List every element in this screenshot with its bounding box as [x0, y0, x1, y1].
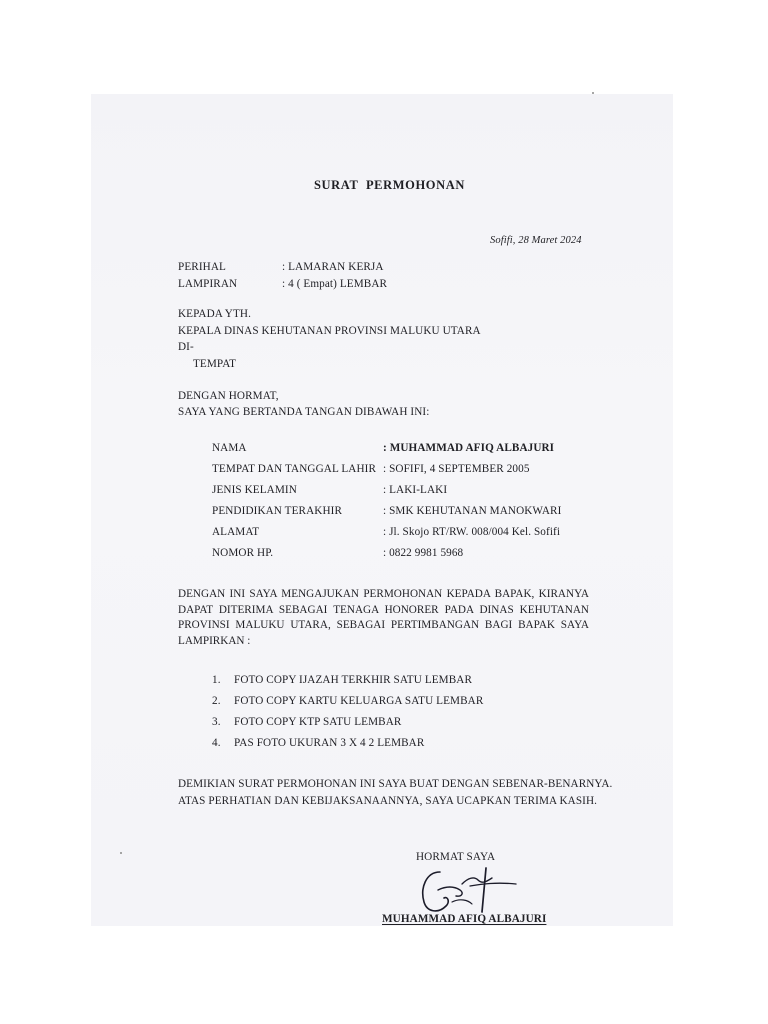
recipient-line-1: KEPADA YTH. — [178, 308, 251, 320]
identity-value: : 0822 9981 5968 — [383, 547, 464, 559]
subject-value: : LAMARAN KERJA — [282, 261, 384, 273]
closing-line-2: ATAS PERHATIAN DAN KEBIJAKSANAANNYA, SAYA UCAPKAN TERIMA KASIH. — [178, 795, 598, 807]
identity-label: NOMOR HP. — [212, 547, 274, 559]
recipient-line-2: KEPALA DINAS KEHUTANAN PROVINSI MALUKU UTARA — [178, 325, 481, 337]
identity-label: ALAMAT — [212, 526, 260, 538]
list-item-number: 1. — [212, 674, 221, 686]
greeting: DENGAN HORMAT, — [178, 390, 279, 402]
scan-speck — [592, 92, 594, 94]
letter-title: SURAT PERMOHONAN — [314, 178, 465, 192]
list-item: PAS FOTO UKURAN 3 X 4 2 LEMBAR — [234, 737, 425, 749]
identity-value: : SOFIFI, 4 SEPTEMBER 2005 — [383, 463, 530, 475]
identity-value: : LAKI-LAKI — [383, 484, 448, 496]
recipient-line-3: DI- — [178, 341, 194, 353]
signatory-name: MUHAMMAD AFIQ ALBAJURI — [382, 913, 547, 925]
list-item: FOTO COPY IJAZAH TERKHIR SATU LEMBAR — [234, 674, 473, 686]
identity-label: TEMPAT DAN TANGGAL LAHIR — [212, 463, 377, 475]
scan-speck — [120, 852, 122, 854]
identity-label: NAMA — [212, 442, 247, 454]
list-item-number: 2. — [212, 695, 221, 707]
subject-label: PERIHAL — [178, 261, 226, 273]
identity-value: : MUHAMMAD AFIQ ALBAJURI — [383, 442, 555, 454]
attachment-value: : 4 ( Empat) LEMBAR — [282, 278, 388, 290]
list-item-number: 3. — [212, 716, 221, 728]
identity-value: : Jl. Skojo RT/RW. 008/004 Kel. Sofifi — [383, 526, 561, 538]
body-paragraph: DENGAN INI SAYA MENGAJUKAN PERMOHONAN KEPADA BAPAK, KIRANYA DAPAT DITERIMA SEBAGAI TENAGA HONORER PADA DINAS KEHUTANAN PROVINSI MALUKU UTARA, SEBAGAI PERTIMBANGAN BAGI BAPAK SAYA LAMPIRKAN : — [178, 588, 589, 647]
identity-label: PENDIDIKAN TERAKHIR — [212, 505, 343, 517]
list-item: FOTO COPY KTP SATU LEMBAR — [234, 716, 402, 728]
place-date: Sofifi, 28 Maret 2024 — [490, 235, 582, 246]
list-item-number: 4. — [212, 737, 221, 749]
sign-off: HORMAT SAYA — [416, 851, 496, 863]
identity-value: : SMK KEHUTANAN MANOKWARI — [383, 505, 562, 517]
closing-line-1: DEMIKIAN SURAT PERMOHONAN INI SAYA BUAT DENGAN SEBENAR-BENARNYA. — [178, 778, 613, 790]
recipient-line-4: TEMPAT — [193, 358, 237, 370]
identity-label: JENIS KELAMIN — [212, 484, 297, 496]
list-item: FOTO COPY KARTU KELUARGA SATU LEMBAR — [234, 695, 484, 707]
attachment-label: LAMPIRAN — [178, 278, 238, 290]
intro-line: SAYA YANG BERTANDA TANGAN DIBAWAH INI: — [178, 406, 430, 418]
